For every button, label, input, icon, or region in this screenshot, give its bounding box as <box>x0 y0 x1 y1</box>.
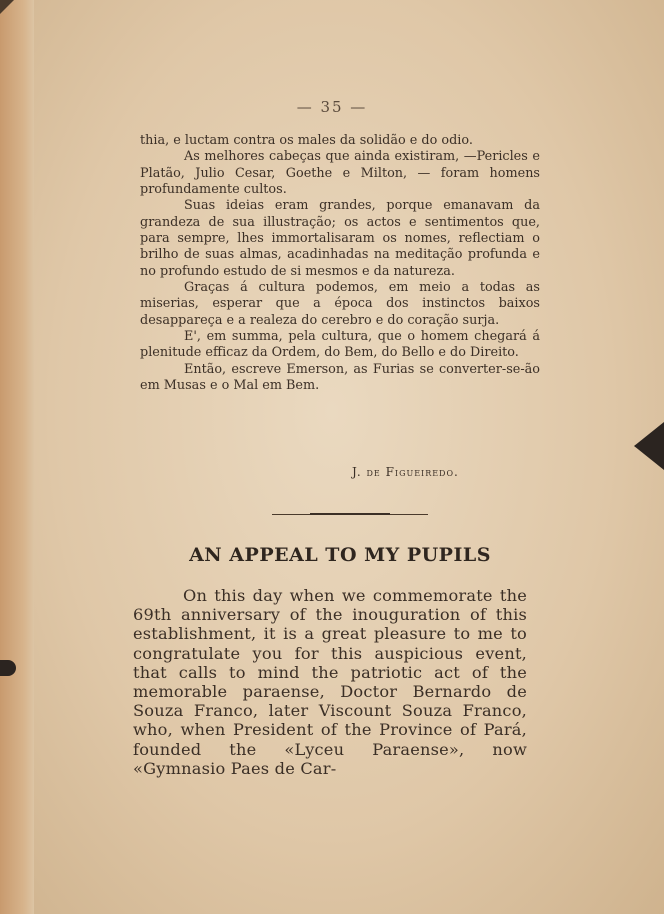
page-tear-right <box>634 422 664 470</box>
page-number: — 35 — <box>296 98 368 116</box>
paragraph: thia, e luctam contra os males da solidão e do odio. <box>140 133 473 148</box>
page-edge-stain <box>0 0 34 914</box>
paragraph: Suas ideias eram grandes, porque emanavam da grandeza de sua illustração; os actos e sentimentos que, para sempre, lhes immortalisaram os nomes, reflectiam o brilho de suas almas, acadinhadas na meditação profunda e no profundo estudo de si mesmos e da natureza. <box>140 198 540 279</box>
paragraph: Então, escreve Emerson, as Furias se converter-se-ão em Musas e o Mal em Bem. <box>140 361 540 394</box>
paragraph: E', em summa, pela cultura, que o homem chegará á plenitude efficaz da Ordem, do Bem, do Bello e do Direito. <box>140 329 540 361</box>
english-text-block <box>133 586 527 778</box>
torn-corner <box>0 0 14 14</box>
section-divider <box>272 514 428 515</box>
section-title: AN APPEAL TO MY PUPILS <box>189 544 491 566</box>
page-tear-left <box>0 660 16 676</box>
portuguese-text-block <box>140 133 540 395</box>
author-signature: J. de Figueiredo. <box>352 465 459 479</box>
paragraph: On this day when we commemorate the 69th anniversary of the inouguration of this establishment, it is a great pleasure to me to congratulate you for this auspicious event, that calls to mind the patriotic act of the memorable paraense, Doctor Bernardo de Souza Franco, later Viscount Souza Franco, who, when President of the Province of Pará, founded the «Lyceu Paraense», now «Gymnasio Paes de Car- <box>133 586 527 778</box>
paragraph: As melhores cabeças que ainda existiram, —Pericles e Platão, Julio Cesar, Goethe e Milton, — foram homens profundamente cultos. <box>140 149 540 198</box>
paragraph: Graças á cultura podemos, em meio a todas as miserias, esperar que a época dos instinctos baixos desappareça e a realeza do cerebro e do coração surja. <box>140 280 540 328</box>
divider-center-bar <box>310 513 390 515</box>
